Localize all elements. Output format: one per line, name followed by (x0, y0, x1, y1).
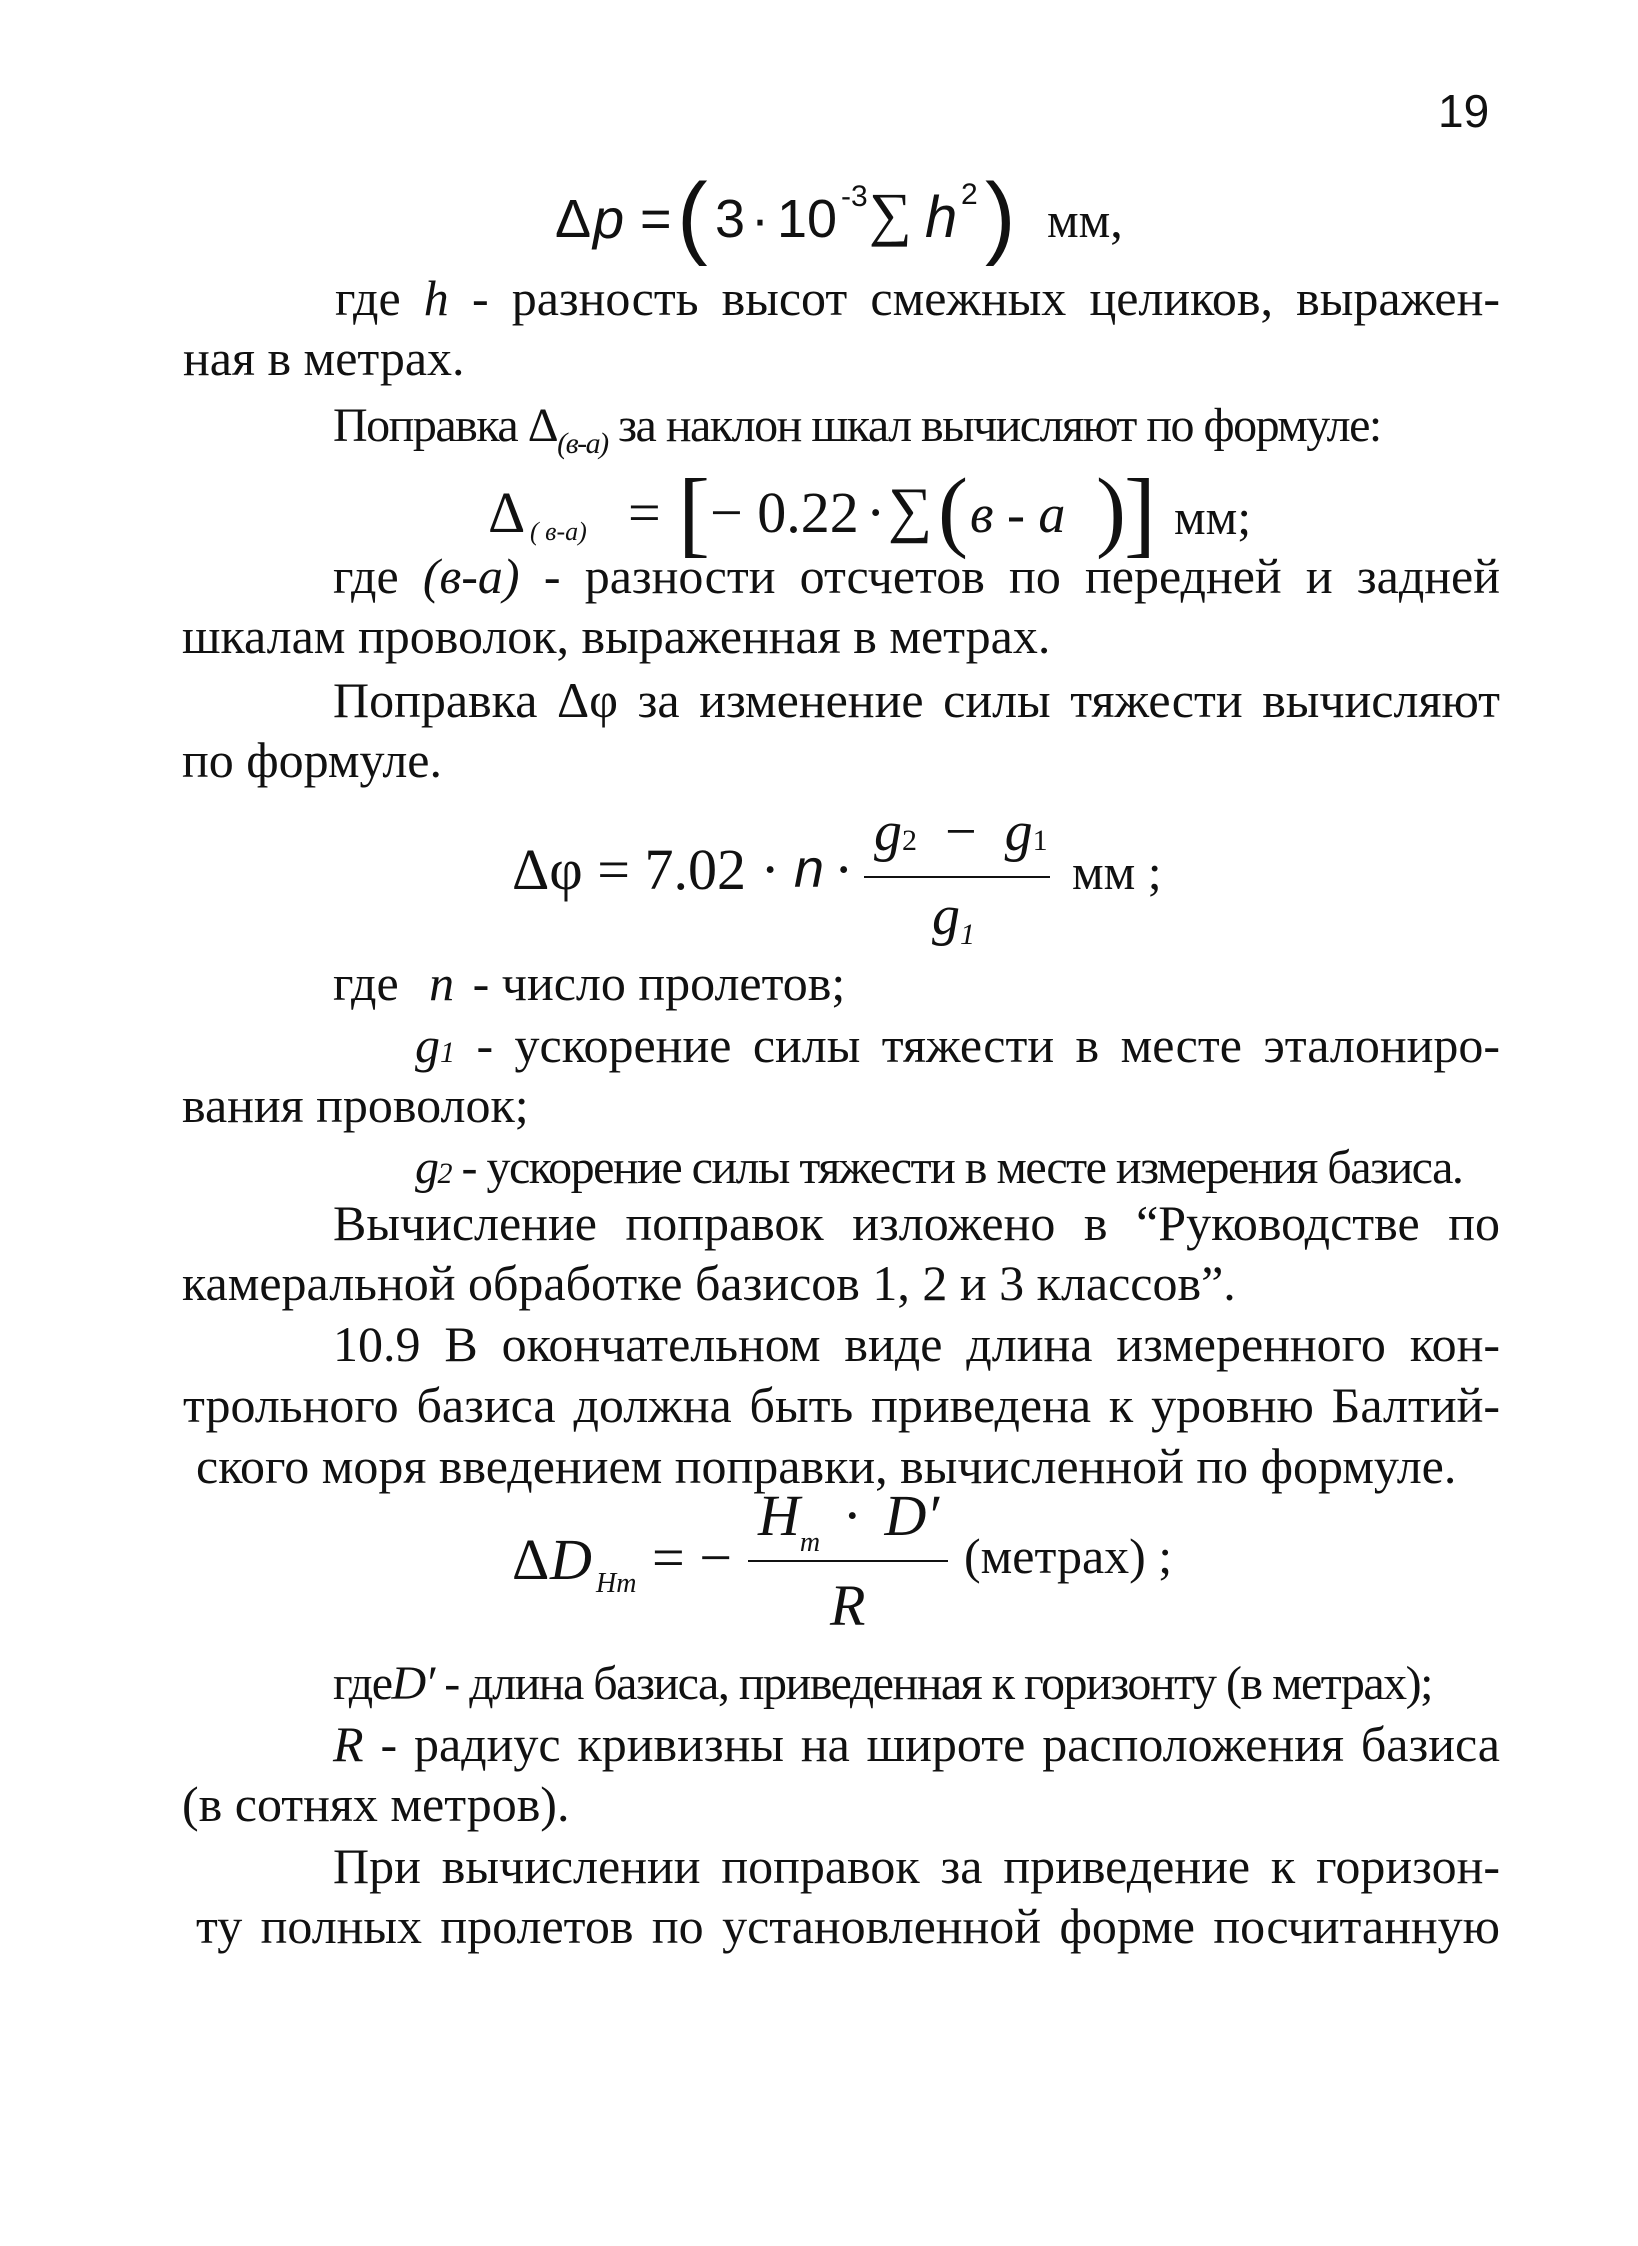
formula-tilt-body: в - а (970, 484, 1066, 544)
formula-tilt-rbracket: ] (1124, 459, 1156, 566)
formula-dp-eq: = (640, 189, 672, 249)
text-va-var: (в-а) (422, 548, 520, 604)
text-g1-sub: 1 (440, 1036, 455, 1069)
formula-phi-dot: · (834, 837, 854, 902)
formula-dh-numerator (758, 1482, 940, 1558)
text-R-var: R (333, 1716, 364, 1772)
den-sub: 1 (960, 918, 975, 951)
text-g1-var: g (415, 1017, 440, 1073)
formula-tilt-rparen: ) (1096, 461, 1126, 560)
text-n-rest: - число пролетов; (472, 955, 846, 1011)
formula-dp-exp: -3 (841, 180, 868, 213)
text-R-line2: (в сотнях метров). (182, 1776, 570, 1832)
formula-delta-p (555, 165, 1175, 270)
num-g1-sub: 1 (1032, 824, 1048, 857)
text-h-line1 (335, 270, 1500, 326)
formula-dh-unit: (метрах) ; (964, 1528, 1173, 1584)
formula-dh-eq: = − (652, 1525, 732, 1590)
text-D-prefix: где (333, 1657, 392, 1710)
formula-dp-dot: · (751, 189, 769, 249)
formula-dh (512, 1483, 1232, 1650)
formula-tilt-sum: ∑ (888, 476, 933, 544)
text-n-var: n (429, 955, 455, 1011)
num-g2-sub: 2 (902, 824, 917, 857)
num-minus: − (945, 801, 977, 863)
text-va-line2: шкалам проволок, выраженная в метрах. (182, 608, 1051, 664)
formula-phi-numerator (874, 800, 1048, 864)
text-guide-line2: камеральной обработке базисов 1, 2 и 3 классов”. (182, 1255, 1236, 1311)
formula-dp-h: h (925, 185, 958, 250)
formula-tilt-lparen: ( (938, 461, 968, 560)
formula-tilt-coef: − 0.22 (710, 480, 859, 545)
text-gravity-line2: по формуле. (182, 732, 442, 788)
text-g2 (415, 1140, 1462, 1202)
text-R-rest: - радиус кривизны на широте расположения базиса (380, 1716, 1501, 1772)
formula-tilt-sub: ( в-а) (530, 517, 587, 546)
page-number: 19 (1438, 85, 1490, 137)
text-D (333, 1656, 1432, 1712)
formula-dp-rparen: ) (985, 165, 1016, 267)
text-g2-sub: 2 (437, 1157, 451, 1190)
formula-dp-lparen: ( (677, 165, 708, 267)
dh-H-sub: m (799, 1527, 821, 1558)
text-g1-line1 (415, 1017, 1500, 1081)
text-n (333, 955, 845, 1011)
text-h-line2: ная в метрах. (183, 330, 465, 386)
tilt-lead: Поправка Δ (333, 399, 558, 452)
tilt-sub: (в-а) (557, 427, 608, 460)
dh-H: H (758, 1483, 800, 1548)
text-D-rest: - длина базиса, приведенная к горизонту (в метрах); (444, 1657, 1432, 1710)
formula-tilt-delta: Δ (488, 480, 526, 545)
formula-dp-var: p (593, 187, 625, 250)
formula-phi-fraction-bar (864, 876, 1050, 878)
formula-phi (512, 800, 1232, 960)
text-g2-rest: - ускорение силы тяжести в месте измерения базиса. (461, 1141, 1463, 1194)
text-g1-line2: вания проволок; (182, 1077, 529, 1133)
num-g1: g (1004, 801, 1033, 863)
formula-phi-lhs: Δφ = 7.02 · (512, 837, 780, 902)
dh-dot: · (842, 1483, 862, 1548)
text-va-rest: - разности отсчетов по передней и задней (543, 548, 1501, 604)
formula-phi-unit: мм ; (1072, 844, 1162, 900)
text-10-9-line2: трольного базиса должна быть приведена к уровню Балтий- (183, 1377, 1500, 1433)
den-g: g (932, 885, 960, 947)
formula-dp-h-exp: 2 (961, 178, 978, 211)
text-h-prefix: где (335, 270, 401, 326)
text-h-var: h (423, 270, 449, 326)
formula-tilt-unit: мм; (1174, 489, 1252, 545)
text-n-prefix: где (333, 955, 399, 1011)
text-10-9-line3: ского моря введением поправки, вычисленной по формуле. (196, 1438, 1457, 1494)
num-g2: g (874, 801, 902, 863)
formula-dh-sub: Hm (596, 1568, 637, 1599)
formula-phi-n: n (794, 839, 825, 899)
text-g2-var: g (415, 1141, 438, 1194)
formula-tilt-lbracket: [ (678, 459, 710, 566)
formula-dh-R: R (830, 1573, 866, 1638)
text-10-9-line1: 10.9 В окончательном виде длина измеренного кон- (333, 1316, 1500, 1372)
text-R-line1 (333, 1716, 1500, 1772)
text-gravity-line1: Поправка Δφ за изменение силы тяжести вычисляют (333, 672, 1500, 728)
text-final-line1: При вычислении поправок за приведение к горизон- (333, 1838, 1500, 1894)
text-va-prefix: где (333, 548, 399, 604)
formula-dh-delta: Δ (512, 1527, 550, 1592)
formula-dp-unit: мм, (1047, 192, 1123, 248)
text-final-line2: ту полных пролетов по установленной форме посчитанную (196, 1898, 1500, 1954)
formula-dp-delta: Δ (555, 189, 592, 249)
tilt-rest: за наклон шкал вычисляют по формуле: (618, 399, 1381, 452)
text-guide-line1: Вычисление поправок изложено в “Руководстве по (333, 1195, 1500, 1251)
formula-tilt-dot: · (866, 480, 886, 545)
formula-tilt-eq: = (628, 480, 661, 545)
text-correction-tilt (333, 398, 1381, 460)
formula-dp-sum: ∑ (869, 181, 912, 247)
formula-dh-D: D (550, 1527, 592, 1592)
formula-dp-three: 3 (715, 189, 746, 249)
text-D-var: D′ (391, 1657, 434, 1710)
formula-dp-ten: 10 (777, 189, 838, 249)
formula-dh-fraction-bar (748, 1560, 948, 1562)
dh-Dprime: D′ (884, 1483, 940, 1548)
text-va-line1 (333, 548, 1500, 604)
formula-phi-denominator (932, 884, 975, 951)
text-h-rest: - разность высот смежных целиков, выражен- (471, 270, 1500, 326)
text-g1-rest: - ускорение силы тяжести в месте эталониро- (476, 1017, 1501, 1073)
